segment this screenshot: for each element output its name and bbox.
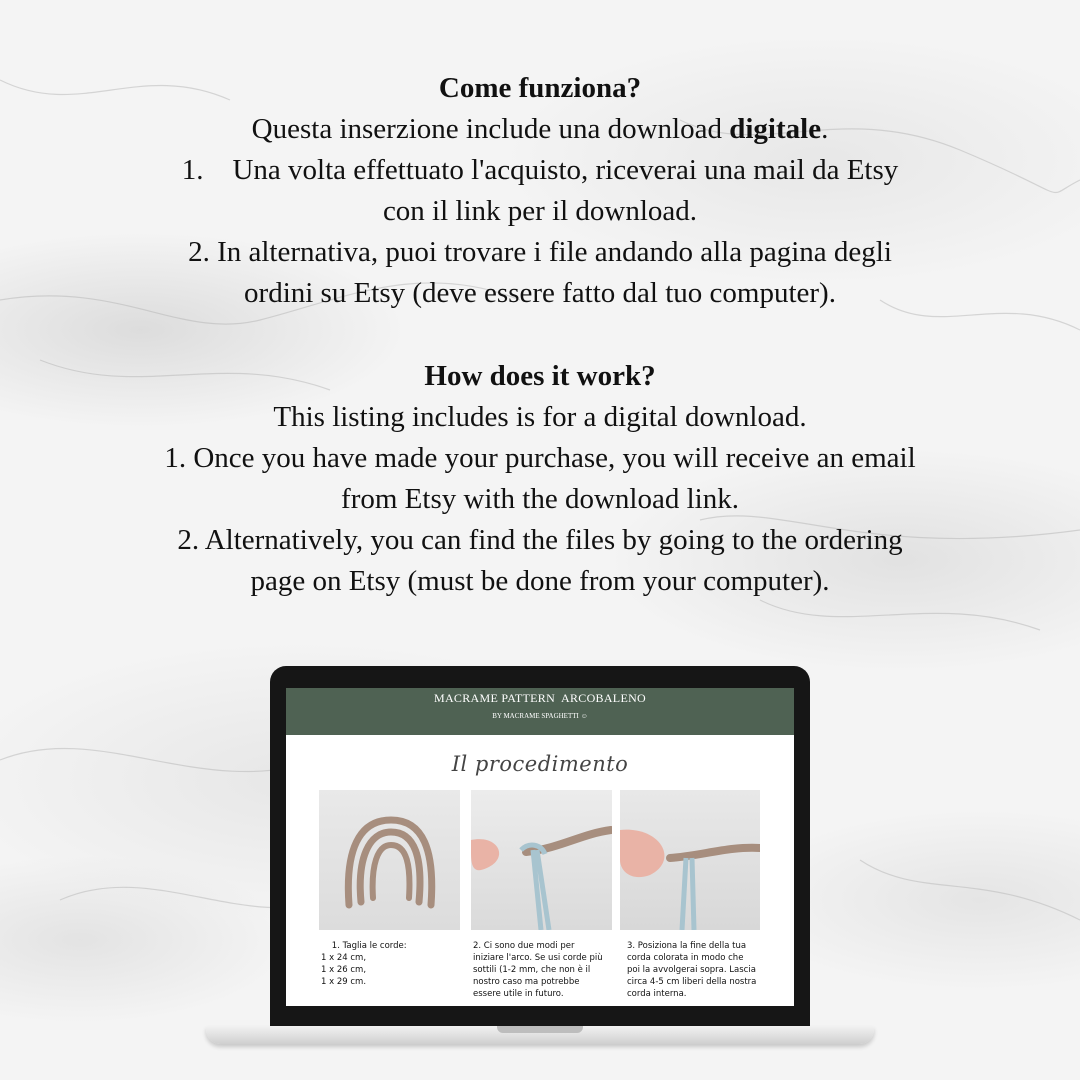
english-step1-line1: 1. Once you have made your purchase, you will receive an email (164, 442, 916, 474)
italian-intro: Questa inserzione include una download digitale. (251, 113, 829, 145)
english-intro: This listing includes is for a digital download. (273, 401, 807, 433)
italian-step1-line2: con il link per il download. (382, 195, 698, 227)
italian-step2-line2: ordini su Etsy (deve essere fatto dal tuo computer). (244, 277, 836, 309)
laptop-screen (286, 688, 794, 1006)
english-instructions (40, 356, 1040, 602)
english-step2-line1: 2. Alternatively, you can find the files by going to the ordering (177, 524, 903, 556)
italian-instructions (40, 68, 1040, 314)
step-photo-1 (319, 790, 460, 930)
step-text-3: 3. Posiziona la fine della tua corda colorata in modo che poi la avvolgerai sopra. Lascia circa 4-5 cm liberi della nostra corda interna. (627, 941, 757, 999)
laptop-notch (497, 1026, 583, 1033)
english-step1-line2: from Etsy with the download link. (341, 483, 739, 515)
step-photo-2 (471, 790, 612, 930)
english-step2-line2: page on Etsy (must be done from your computer). (250, 565, 830, 597)
step-text-1: 1. Taglia le corde: 1 x 24 cm, 1 x 26 cm, 1 x 29 cm. (321, 941, 407, 987)
italian-step1-line1: 1. Una volta effettuato l'acquisto, riceverai una mail da Etsy (181, 154, 899, 186)
document-byline: BY MACRAME SPAGHETTI ☺ (492, 712, 588, 720)
step-photo-3 (620, 790, 760, 930)
document-title: MACRAME PATTERN ARCOBALENO (433, 691, 647, 705)
english-heading: How does it work? (424, 360, 656, 392)
section-title: Il procedimento (451, 752, 629, 776)
italian-step2-line1: 2. In alternativa, puoi trovare i file andando alla pagina degli (188, 236, 892, 268)
document-header (286, 688, 794, 735)
step-text-2: 2. Ci sono due modi per iniziare l'arco. Se usi corde più sottili (1-2 mm, che non è il nostro caso ma potrebbe essere utile in futuro. (473, 941, 603, 999)
italian-heading: Come funziona? (438, 72, 642, 104)
